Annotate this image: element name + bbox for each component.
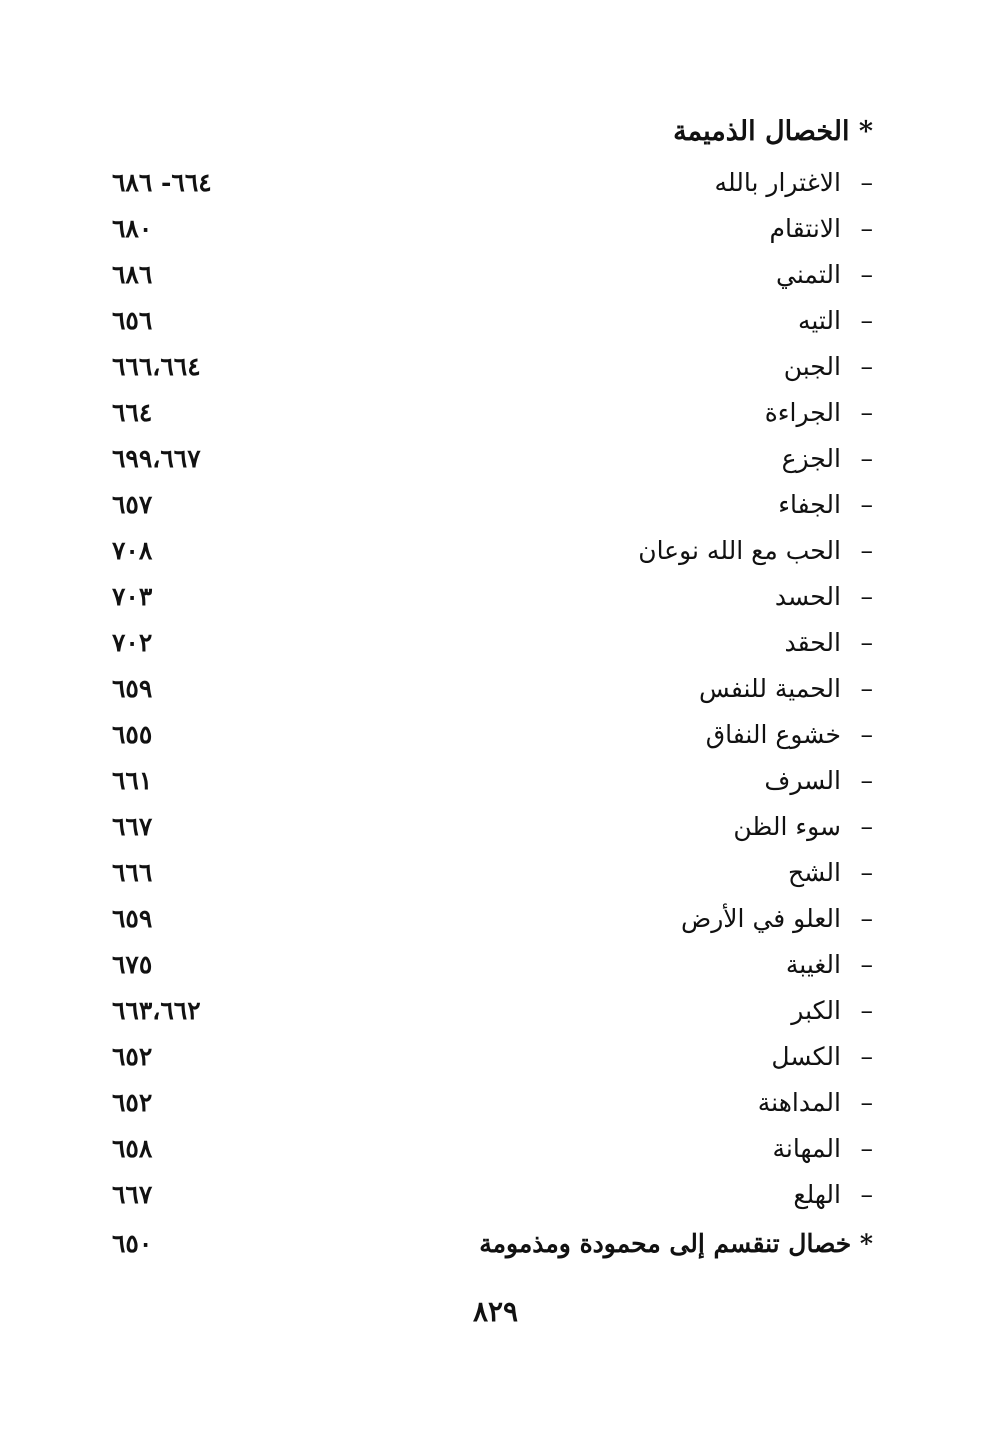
index-entry-pages: ٧٠٢ [112, 628, 153, 657]
index-entry-term [778, 483, 873, 527]
index-entry-term [706, 713, 873, 757]
index-entry-term [798, 299, 873, 343]
index-entry [0, 621, 991, 667]
footer-heading: * خصال تنقسم إلى محمودة ومذمومة [479, 1229, 873, 1258]
entry-dash: – [860, 260, 873, 289]
index-entry-pages: ٦٥٨ [112, 1134, 153, 1163]
index-entry-pages: ٦٦٤- ٦٨٦ [112, 168, 212, 197]
index-entry [0, 989, 991, 1035]
index-entry [0, 483, 991, 529]
index-entry-term [758, 1081, 873, 1125]
index-entry [0, 575, 991, 621]
index-entry-term [764, 759, 873, 803]
index-entry [0, 1173, 991, 1219]
index-entry-term [770, 207, 873, 251]
entry-term-text: الكسل [771, 1042, 841, 1071]
index-entry-pages: ٦٩٩،٦٦٧ [112, 444, 201, 473]
index-entry [0, 161, 991, 207]
index-list [0, 161, 991, 1219]
entry-term-text: الهلع [793, 1180, 841, 1209]
section-heading: * الخصال الذميمة [673, 116, 873, 147]
entry-term-text: خشوع النفاق [705, 720, 841, 749]
index-entry [0, 391, 991, 437]
entry-term-text: سوء الظن [733, 812, 841, 841]
entry-dash: – [860, 720, 873, 749]
index-entry-pages: ٦٥٦ [112, 306, 153, 335]
entry-dash: – [860, 536, 873, 565]
index-entry [0, 713, 991, 759]
entry-term-text: الجبن [783, 352, 841, 381]
entry-dash: – [860, 398, 873, 427]
entry-dash: – [860, 766, 873, 795]
entry-dash: – [860, 812, 873, 841]
entry-term-text: العلو في الأرض [681, 904, 841, 933]
index-entry-pages: ٦٦٦ [112, 858, 153, 887]
index-entry-term [776, 253, 873, 297]
index-entry [0, 529, 991, 575]
index-entry-pages: ٦٦٤ [112, 398, 153, 427]
entry-dash: – [860, 1180, 873, 1209]
index-entry-term [699, 667, 873, 711]
entry-dash: – [860, 996, 873, 1025]
entry-term-text: المهانة [772, 1134, 841, 1163]
index-entry [0, 759, 991, 805]
index-entry-pages: ٦٥٢ [112, 1042, 153, 1071]
index-entry-term [788, 851, 873, 895]
entry-dash: – [860, 168, 873, 197]
entry-dash: – [860, 1134, 873, 1163]
index-entry-term [638, 529, 873, 573]
index-entry-term [775, 575, 873, 619]
index-entry [0, 805, 991, 851]
entry-dash: – [860, 950, 873, 979]
index-entry-term [715, 161, 873, 205]
entry-term-text: الجزع [781, 444, 841, 473]
index-entry-pages: ٦٦٧ [112, 812, 153, 841]
entry-term-text: الجراءة [764, 398, 841, 427]
entry-dash: – [860, 444, 873, 473]
entry-term-text: الحب مع الله نوعان [638, 536, 841, 565]
index-entry-pages: ٦٥٩ [112, 674, 153, 703]
index-entry [0, 851, 991, 897]
entry-term-text: الكبر [791, 996, 841, 1025]
index-entry [0, 943, 991, 989]
entry-term-text: الحسد [774, 582, 841, 611]
index-entry-term [771, 1035, 873, 1079]
index-entry-term [785, 621, 873, 665]
footer-page-refs: ٦٥٠ [112, 1229, 153, 1258]
entry-term-text: الاغترار بالله [714, 168, 841, 197]
index-entry [0, 897, 991, 943]
index-entry-pages: ٦٧٥ [112, 950, 153, 979]
entry-term-text: الحمية للنفس [698, 674, 841, 703]
index-entry [0, 667, 991, 713]
index-entry [0, 207, 991, 253]
index-entry-term [793, 1173, 873, 1217]
index-entry [0, 253, 991, 299]
index-entry-pages: ٦٨٠ [112, 214, 153, 243]
entry-dash: – [860, 352, 873, 381]
entry-dash: – [860, 674, 873, 703]
index-entry-pages: ٧٠٣ [112, 582, 153, 611]
entry-dash: – [860, 858, 873, 887]
index-entry-pages: ٦٦٣،٦٦٢ [112, 996, 201, 1025]
entry-dash: – [860, 1042, 873, 1071]
page-number: ٨٢٩ [472, 1295, 519, 1328]
index-entry-term [681, 897, 873, 941]
entry-term-text: الجفاء [778, 490, 841, 519]
entry-term-text: المداهنة [757, 1088, 841, 1117]
index-entry-pages: ٦٥٢ [112, 1088, 153, 1117]
entry-dash: – [860, 306, 873, 335]
entry-term-text: الانتقام [769, 214, 841, 243]
index-entry-term [733, 805, 873, 849]
index-entry-pages: ٧٠٨ [112, 536, 153, 565]
index-entry-pages: ٦٥٥ [112, 720, 153, 749]
entry-dash: – [860, 904, 873, 933]
index-entry [0, 1035, 991, 1081]
index-entry-term [772, 1127, 873, 1171]
entry-term-text: الشح [787, 858, 841, 887]
index-entry [0, 1127, 991, 1173]
entry-dash: – [860, 628, 873, 657]
index-entry-term [786, 943, 873, 987]
entry-dash: – [860, 1088, 873, 1117]
entry-dash: – [860, 214, 873, 243]
index-entry-pages: ٦٨٦ [112, 260, 153, 289]
index-entry-pages: ٦٦٧ [112, 1180, 153, 1209]
entry-term-text: التيه [797, 306, 841, 335]
entry-term-text: السرف [764, 766, 841, 795]
index-entry-pages: ٦٥٧ [112, 490, 153, 519]
index-entry [0, 1081, 991, 1127]
index-entry-pages: ٦٥٩ [112, 904, 153, 933]
entry-term-text: الحقد [784, 628, 841, 657]
index-entry-term [784, 345, 873, 389]
index-entry [0, 437, 991, 483]
index-entry [0, 299, 991, 345]
index-entry-term [765, 391, 873, 435]
entry-dash: – [860, 582, 873, 611]
index-entry-pages: ٦٦٦،٦٦٤ [112, 352, 201, 381]
index-entry-term [782, 437, 873, 481]
index-entry [0, 345, 991, 391]
entry-term-text: التمني [776, 260, 841, 289]
index-entry-term [791, 989, 873, 1033]
entry-dash: – [860, 490, 873, 519]
entry-term-text: الغيبة [785, 950, 841, 979]
index-entry-pages: ٦٦١ [112, 766, 153, 795]
